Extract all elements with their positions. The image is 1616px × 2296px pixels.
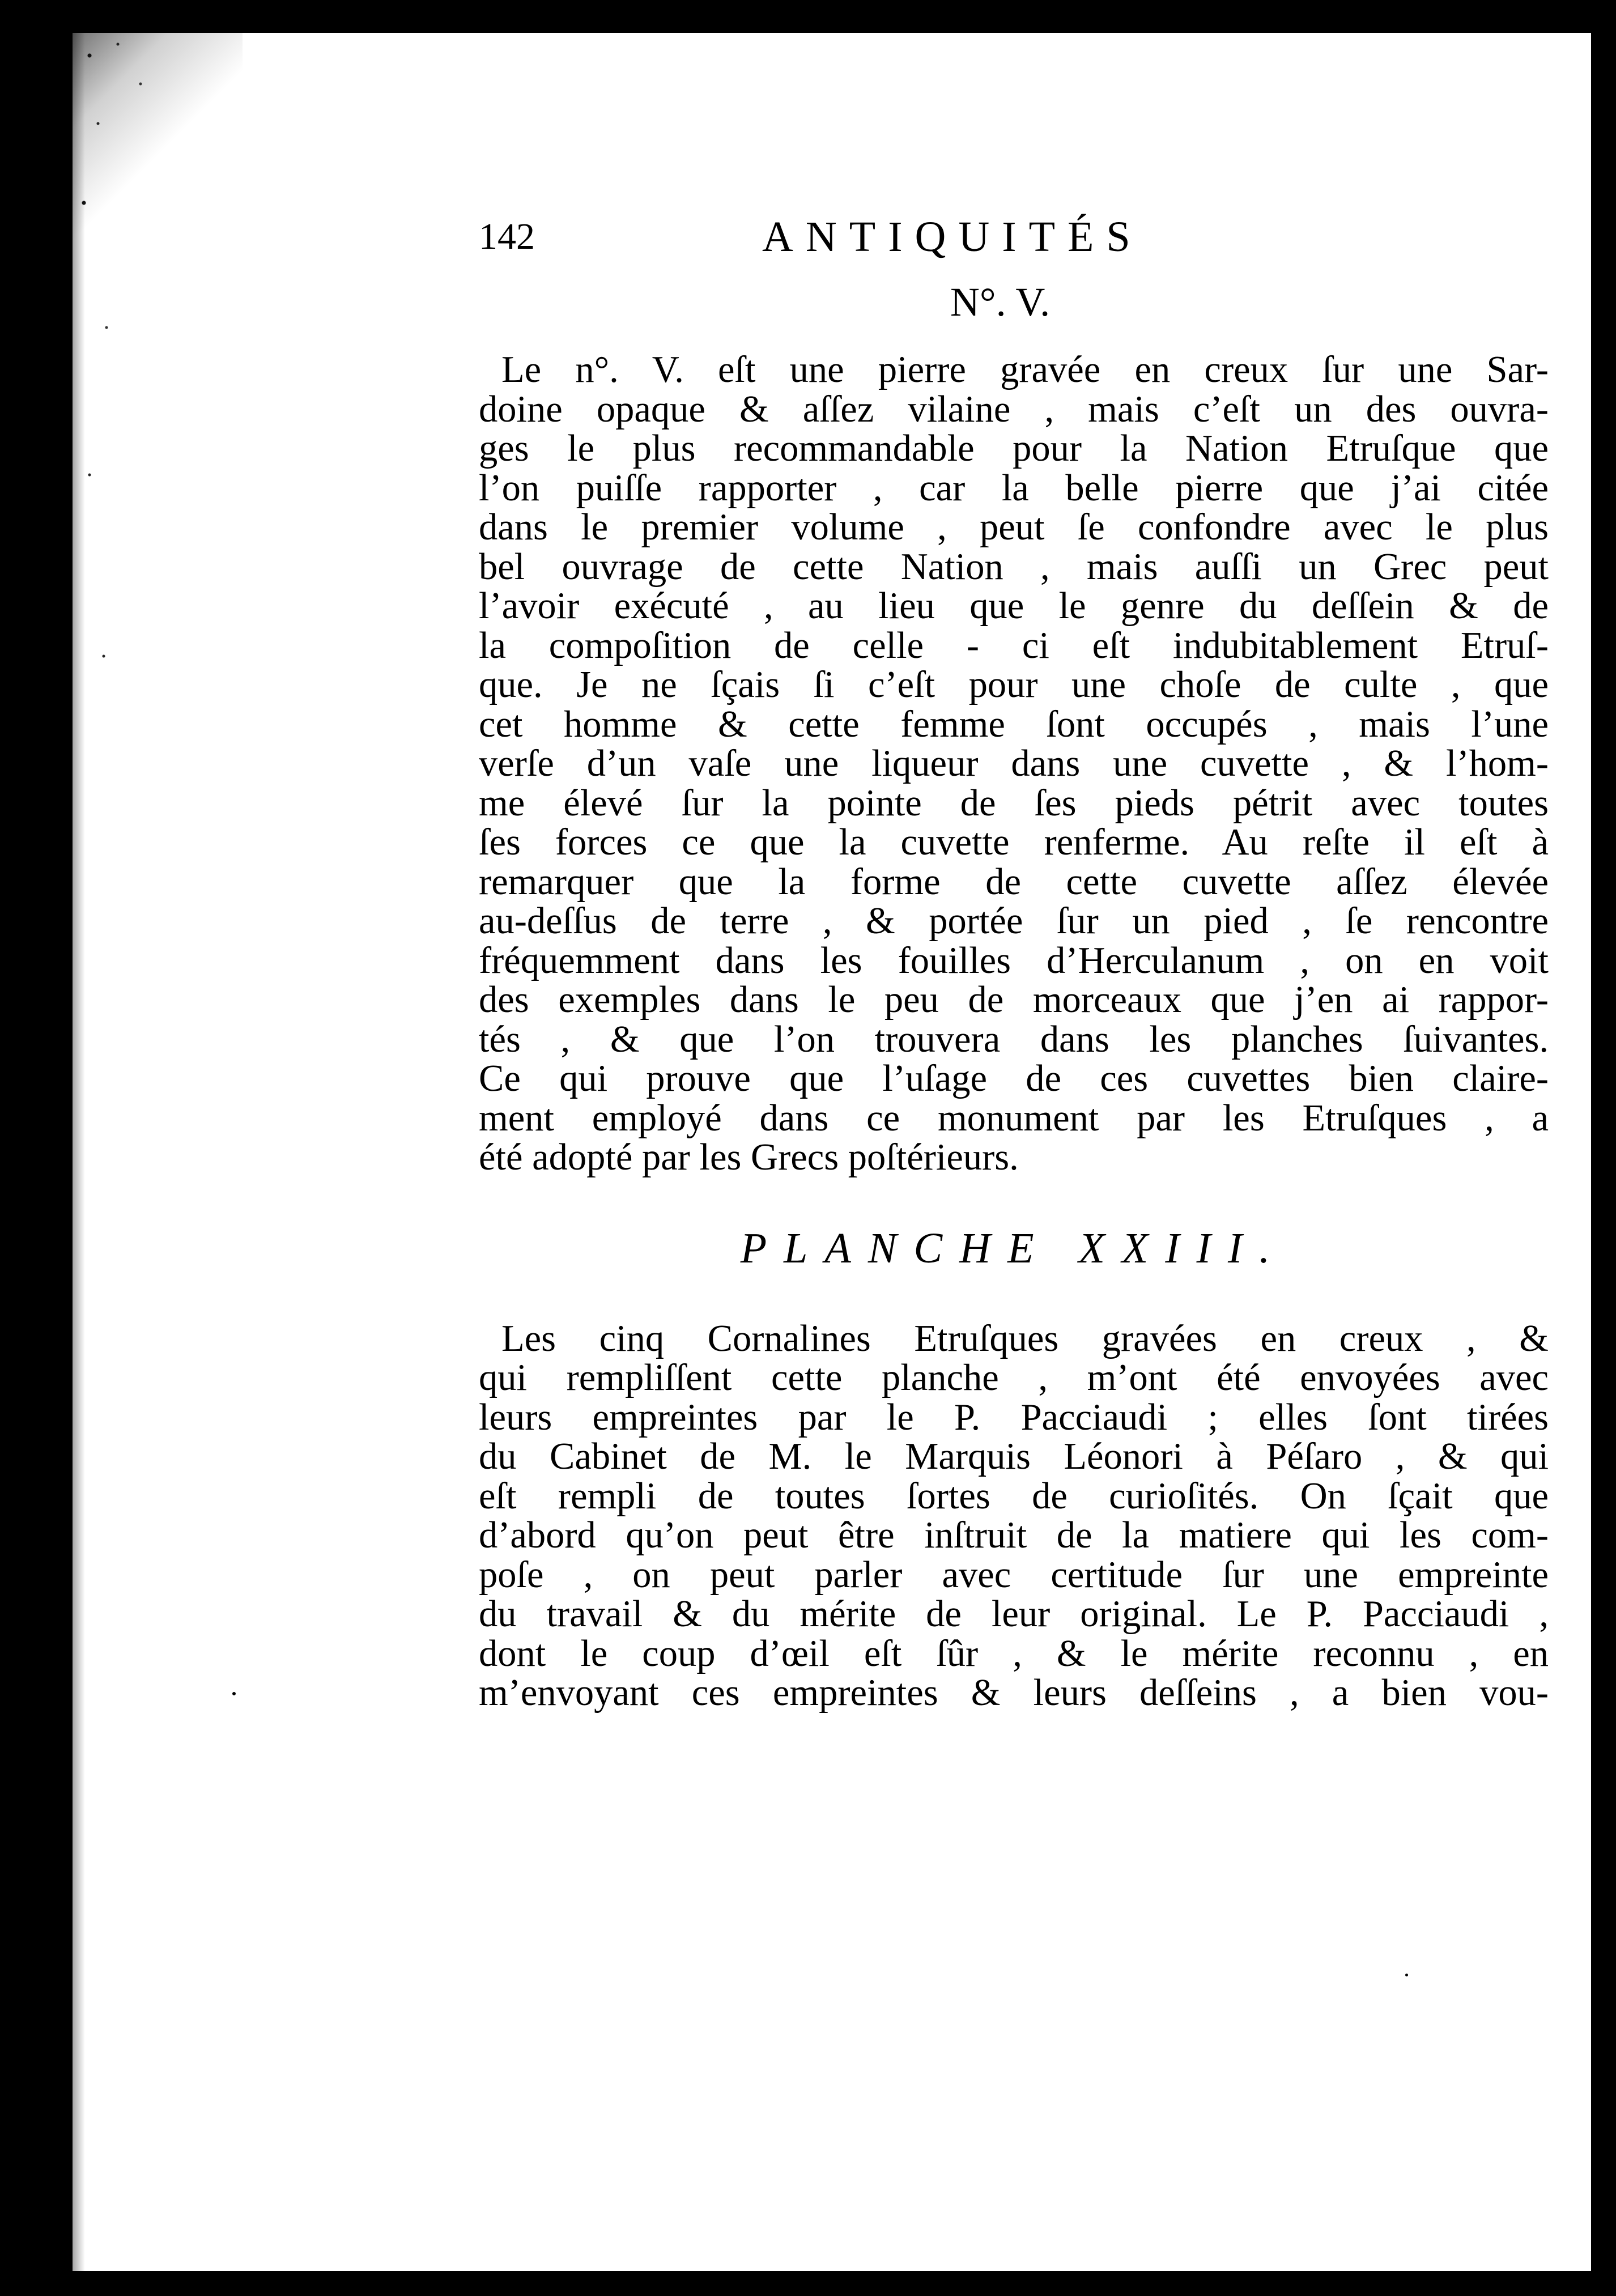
running-title: ANTIQUITÉS: [762, 213, 1143, 261]
text-line: verſe d’un vaſe une liqueur dans une cuvette , & l’hom-: [479, 743, 1549, 784]
text-line: me élevé ſur la pointe de ſes pieds pétrit avec toutes: [479, 782, 1549, 824]
ink-speck: [1405, 1974, 1408, 1976]
ink-speck: [232, 1692, 236, 1695]
text-line: ſes forces ce que la cuvette renferme. Au reſte il eſt à: [479, 822, 1549, 863]
text-line: doine opaque & aſſez vilaine , mais c’eſt un des ouvra-: [479, 388, 1549, 430]
text-line: au-deſſus de terre , & portée ſur un pied , ſe rencontre: [479, 900, 1549, 942]
text-line: eſt rempli de toutes ſortes de curioſités. On ſçait que: [479, 1475, 1549, 1517]
paragraph-planche-xxiii: [479, 1319, 1549, 1713]
running-header: [479, 203, 1549, 271]
text-line: d’abord qu’on peut être inſtruit de la matiere qui les com-: [479, 1515, 1549, 1556]
paper-stain: [73, 33, 243, 883]
text-line: remarquer que la forme de cette cuvette aſſez élevée: [479, 861, 1549, 903]
text-line: m’envoyant ces empreintes & leurs deſſeins , a bien vou-: [479, 1672, 1549, 1714]
text-line: du travail & du mérite de leur original. Le P. Pacciaudi ,: [479, 1593, 1549, 1635]
text-line: Ce qui prouve que l’uſage de ces cuvettes bien claire-: [479, 1058, 1549, 1099]
page-number: 142: [479, 216, 535, 257]
spine-shadow: [73, 33, 85, 2271]
text-line: cet homme & cette femme ſont occupés , mais l’une: [479, 703, 1549, 745]
book-page: [73, 33, 1591, 2271]
text-line: ment employé dans ce monument par les Etruſques , a: [479, 1097, 1549, 1139]
text-block: [479, 203, 1549, 1713]
text-line: poſe , on peut parler avec certitude ſur une empreinte: [479, 1554, 1549, 1596]
text-line: qui rempliſſent cette planche , m’ont été envoyées avec: [479, 1357, 1549, 1398]
text-line: dont le coup d’œil eſt ſûr , & le mérite reconnu , en: [479, 1632, 1549, 1674]
text-line: Les cinq Cornalines Etruſques gravées en creux , &: [501, 1317, 1549, 1359]
section-title: N°. V.: [950, 279, 1051, 325]
paragraph-no-v: [479, 350, 1549, 1177]
text-line: que. Je ne ſçais ſi c’eſt pour une choſe de culte , que: [479, 664, 1549, 705]
text-line: tés , & que l’on trouvera dans les planches ſuivantes.: [479, 1018, 1549, 1060]
text-line: des exemples dans le peu de morceaux que j’en ai rappor-: [479, 979, 1549, 1021]
text-line: fréquemment dans les fouilles d’Herculanum , on en voit: [479, 939, 1549, 981]
text-line: du Cabinet de M. le Marquis Léonori à Péſaro , & qui: [479, 1436, 1549, 1477]
plate-title: PLANCHE XXIII.: [740, 1224, 1287, 1272]
text-line: la compoſition de celle - ci eſt indubitablement Etruſ-: [479, 624, 1549, 666]
text-line: été adopté par les Grecs poſtérieurs.: [479, 1137, 1019, 1178]
text-line: Le n°. V. eſt une pierre gravée en creux ſur une Sar-: [501, 349, 1549, 390]
text-line: dans le premier volume , peut ſe confondre avec le plus: [479, 507, 1549, 548]
text-line: l’on puiſſe rapporter , car la belle pierre que j’ai citée: [479, 467, 1549, 509]
text-line: ges le plus recommandable pour la Nation Etruſque que: [479, 428, 1549, 469]
text-line: leurs empreintes par le P. Pacciaudi ; elles ſont tirées: [479, 1396, 1549, 1438]
text-line: bel ouvrage de cette Nation , mais auſſi un Grec peut: [479, 546, 1549, 588]
text-line: l’avoir exécuté , au lieu que le genre du deſſein & de: [479, 585, 1549, 627]
